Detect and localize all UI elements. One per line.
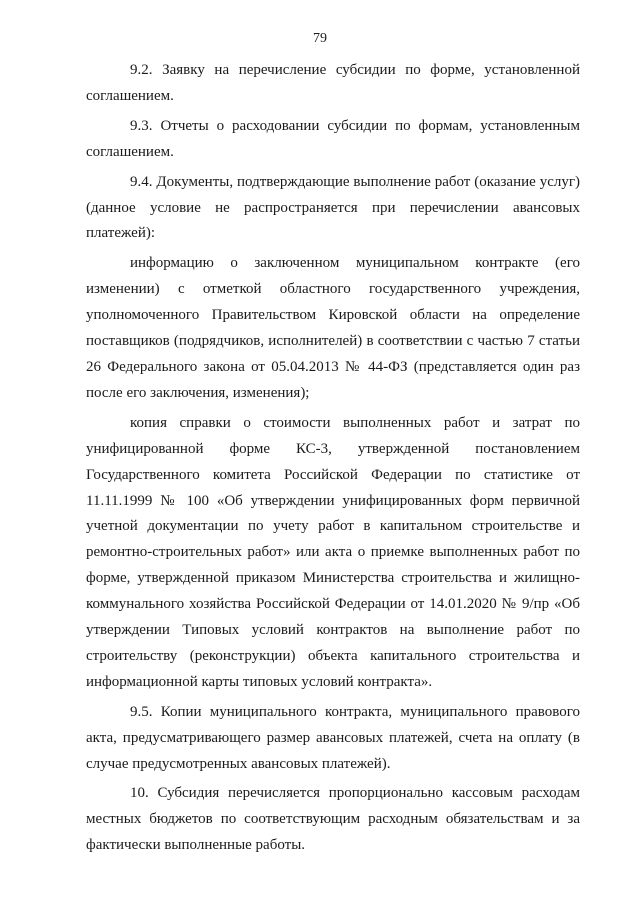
paragraph-contract-info: информацию о заключенном муниципальном контракте (его изменении) с отметкой областного государственного учреждения, уполномоченного Правительством Кировской области на определение поставщиков (подрядчиков, исполнителей) в соответствии с частью 7 статьи 26 Федерального закона от 05.04.2013 № 44-ФЗ (представляется один раз после его заключения, изменения); <box>86 255 580 401</box>
paragraph-9-3: 9.3. Отчеты о расходовании субсидии по формам, установленным соглашением. <box>86 117 580 160</box>
paragraph-9-4: 9.4. Документы, подтверждающие выполнение работ (оказание услуг) (данное условие не распространяется при перечислении авансовых платежей): <box>86 173 580 242</box>
page-number: 79 <box>313 31 327 46</box>
document-body <box>86 58 580 863</box>
paragraph-9-2: 9.2. Заявку на перечисление субсидии по форме, установленной соглашением. <box>86 62 580 104</box>
paragraph-ks3-certificate: копия справки о стоимости выполненных работ и затрат по унифицированной форме КС-3, утвержденной постановлением Государственного комитета Российской Федерации по статистике от 11.11.1999 № 100 «Об утверждении унифицированных форм первичной учетной документации по учету работ в капитальном строительстве и ремонтно-строительных работ» или акта о приемке выполненных работ по форме, утвержденной приказом Министерства строительства и жилищно-коммунального хозяйства Российской Федерации от 14.01.2020 № 9/пр «Об утверждении Типовых условий контрактов на выполнение работ по строительству (реконструкции) объекта капитального строительства и информационной карты типовых условий контракта». <box>86 414 580 690</box>
paragraph-10: 10. Субсидия перечисляется пропорционально кассовым расходам местных бюджетов по соответствующим расходным обязательствам и за фактически выполненные работы. <box>86 785 580 854</box>
paragraph-9-5: 9.5. Копии муниципального контракта, муниципального правового акта, предусматривающего размер авансовых платежей, счета на оплату (в случае предусмотренных авансовых платежей). <box>86 703 580 772</box>
